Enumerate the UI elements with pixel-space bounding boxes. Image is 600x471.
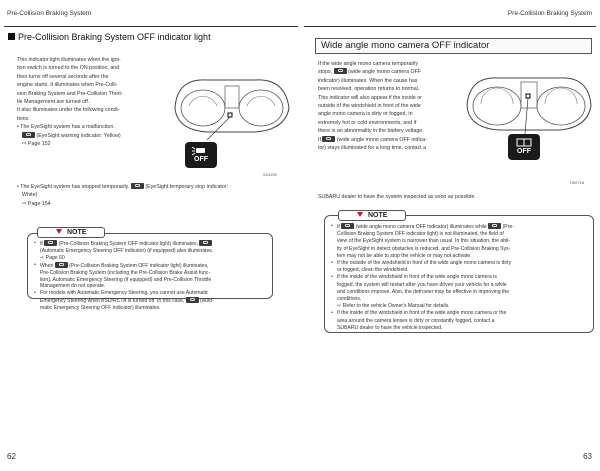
note-heading-left	[37, 227, 105, 238]
section-marker-icon	[8, 33, 15, 40]
note-text: If the inside of the windshield in front of the wide angle mono camera or the	[337, 310, 507, 317]
note-text: fogged, the system will restart after you have driven your vehicle for a while	[337, 281, 507, 288]
page-header-right: Pre-Collision Braking System	[507, 10, 592, 17]
note-text: If the inside of the windshield in front of the wide angle mono camera is	[337, 274, 497, 281]
page-number-left: 62	[7, 452, 16, 461]
page-reference: ⇨ Page 60	[40, 254, 65, 261]
caution-triangle-icon	[56, 229, 62, 234]
bullet-malfunction: • The EyeSight system has a malfunction.	[17, 124, 115, 131]
note-text: (Pre-	[502, 224, 514, 230]
note-text: (Pre-Collision Braking System OFF indicator light) illuminates,	[69, 262, 209, 269]
page-reference: ⇨ Refer to the vehicle Owner's Manual for details.	[337, 303, 450, 310]
note-text: or fogged, clean the windshield.	[337, 267, 409, 274]
pre-collision-off-icon	[488, 223, 501, 229]
bullet-subtext: (EyeSight warning indicator: Yellow)	[36, 132, 121, 139]
bullet-text: The EyeSight system has stopped temporarily.	[20, 184, 130, 190]
aes-off-icon	[199, 240, 212, 246]
page-header-left: Pre-Collision Braking System	[7, 10, 92, 17]
note-text: (Auto-	[200, 298, 214, 305]
eyesight-temp-stop-icon	[131, 183, 144, 189]
note-box-left	[27, 233, 273, 312]
note-text: matic Emergency Steering OFF indicator) illuminates.	[40, 305, 161, 312]
text-line: This indicator will also appear if the inside or	[318, 94, 422, 101]
figure-id-left: S04150	[263, 172, 277, 177]
note-text: SUBARU dealer to have the vehicle inspected.	[337, 324, 443, 331]
note-item	[331, 310, 589, 332]
text-span: (wide angle mono camera OFF indica-	[336, 136, 428, 143]
bullet-temporary-stop: • The EyeSight system has stopped temporarily. (EyeSight temporary stop indicator: White) ⇨ Page 154	[17, 183, 299, 208]
note-title: NOTE	[67, 229, 87, 236]
text-line: sion Braking System and Pre-Collision Throt-	[17, 90, 123, 97]
header-rule-left	[4, 26, 298, 27]
note-text: conditions.	[337, 296, 362, 303]
text-line: indicator) illuminates. When the cause has	[318, 77, 418, 84]
bullet-text: The EyeSight system has a malfunction.	[20, 124, 115, 131]
note-text: view of the EyeSight system is narrower than usual. In this situation, the abil-	[337, 238, 510, 245]
camera-off-icon	[341, 223, 354, 229]
text-line: SUBARU dealer to have the system inspected as soon as possible.	[318, 194, 476, 200]
text-line: extremely hot or cold environments, and if	[318, 119, 417, 126]
caution-triangle-icon	[357, 212, 363, 217]
note-item	[34, 290, 266, 312]
text-line: there is an abnormality in the battery voltage.	[318, 128, 424, 135]
note-item	[331, 260, 589, 274]
note-text: (Pre-Collision Braking System OFF indicator light) illuminates,	[58, 241, 198, 247]
bullet-malfunction-sub	[17, 132, 165, 140]
text-line: tions.	[17, 115, 30, 122]
pre-collision-off-icon	[55, 262, 68, 268]
text-line: tle Management are turned off.	[17, 99, 90, 106]
note-box-right	[324, 215, 594, 333]
note-text: Management do not operate.	[40, 283, 106, 290]
indicator-off-text: OFF	[194, 156, 208, 163]
note-item	[331, 274, 589, 310]
page-reference: ⇨ Page 154	[22, 200, 51, 207]
section-title-text: Pre-Collision Braking System OFF indicator light	[18, 32, 211, 42]
note-text: ity of EyeSight to detect obstacles is reduced, and Pre-Collision Braking Sys-	[337, 245, 511, 252]
camera-off-icon	[322, 136, 335, 142]
text-line: This indicator light illuminates when the igni-	[17, 57, 121, 63]
note-text: tem may not be able to stop the vehicle or may not activate.	[337, 252, 472, 259]
note-item	[34, 262, 266, 291]
text-span: (wide angle mono camera OFF	[348, 69, 422, 76]
note-text: (wide angle mono camera OFF indicator) illuminates while	[355, 224, 487, 230]
aes-off-icon	[186, 297, 199, 303]
text-line: tor) stays illuminated for a long time, contact a	[318, 145, 427, 152]
camera-off-icon	[334, 68, 347, 74]
section-title-right: Wide angle mono camera OFF indicator	[315, 38, 592, 54]
note-item	[34, 240, 266, 262]
eyesight-warning-icon	[22, 132, 35, 138]
text-span: stops,	[318, 69, 333, 76]
note-text: Emergency Steering when BSD/RCTA is turned off. In this case,	[40, 298, 185, 305]
text-span: If	[318, 136, 321, 143]
text-line: tion switch is turned to the ON position, and	[17, 65, 120, 72]
text-line: It also illuminates under the following condi-	[17, 107, 120, 114]
note-text: If	[40, 241, 43, 247]
pre-collision-off-indicator-icon	[185, 142, 217, 168]
page-number-right: 63	[583, 452, 592, 461]
note-text: If	[337, 224, 340, 230]
note-text: If the outside of the windshield in front of the wide angle mono camera is dirty	[337, 260, 512, 267]
section-title-left	[8, 32, 211, 42]
text-line: then turns off several seconds after the	[17, 73, 109, 80]
note-item	[331, 223, 589, 260]
text-line: outside of the windshield in front of the wide	[318, 103, 421, 110]
note-title: NOTE	[368, 212, 388, 219]
pre-collision-off-icon	[44, 240, 57, 246]
note-heading-right	[338, 210, 406, 221]
intro-paragraph-left	[17, 56, 165, 148]
note-text: For models with Automatic Emergency Steering, you cannot use Automatic	[40, 290, 209, 297]
note-text: (Automatic Emergency Steering OFF indicator) (if equipped) also illuminates.	[40, 247, 214, 254]
note-text: When	[40, 262, 54, 269]
bullet-text: (EyeSight temporary stop indicator:	[145, 184, 229, 190]
text-line: engine starts. It illuminates when Pre-Colli-	[17, 82, 118, 89]
note-text: tion), Automatic Emergency Steering (if equipped) and Pre-Collision Throttle	[40, 276, 212, 283]
text-line: If the wide angle mono camera temporarily	[318, 61, 419, 67]
note-text: area around the camera lenses is dirty or constantly fogged, contact a	[337, 317, 495, 324]
note-text: Collision Braking System OFF indicator light) is not illuminated, the field of	[337, 231, 504, 238]
page-reference: ⇨ Page 152	[22, 141, 51, 148]
figure-id-right: H00718	[570, 180, 585, 185]
indicator-off-text: OFF	[517, 148, 531, 155]
bullet-text: White)	[22, 192, 38, 199]
camera-off-indicator-icon	[508, 134, 540, 160]
note-text: and conditions improve. Also, the defroster may be effective in improving the	[337, 288, 510, 295]
note-text: Pre-Collision Braking System (including the Pre-Collision Brake Assist func-	[40, 269, 211, 276]
header-rule-right	[304, 26, 596, 27]
text-line: been resolved, operation returns to normal.	[318, 86, 420, 93]
text-line: angle mono camera is dirty or fogged, in	[318, 111, 413, 118]
